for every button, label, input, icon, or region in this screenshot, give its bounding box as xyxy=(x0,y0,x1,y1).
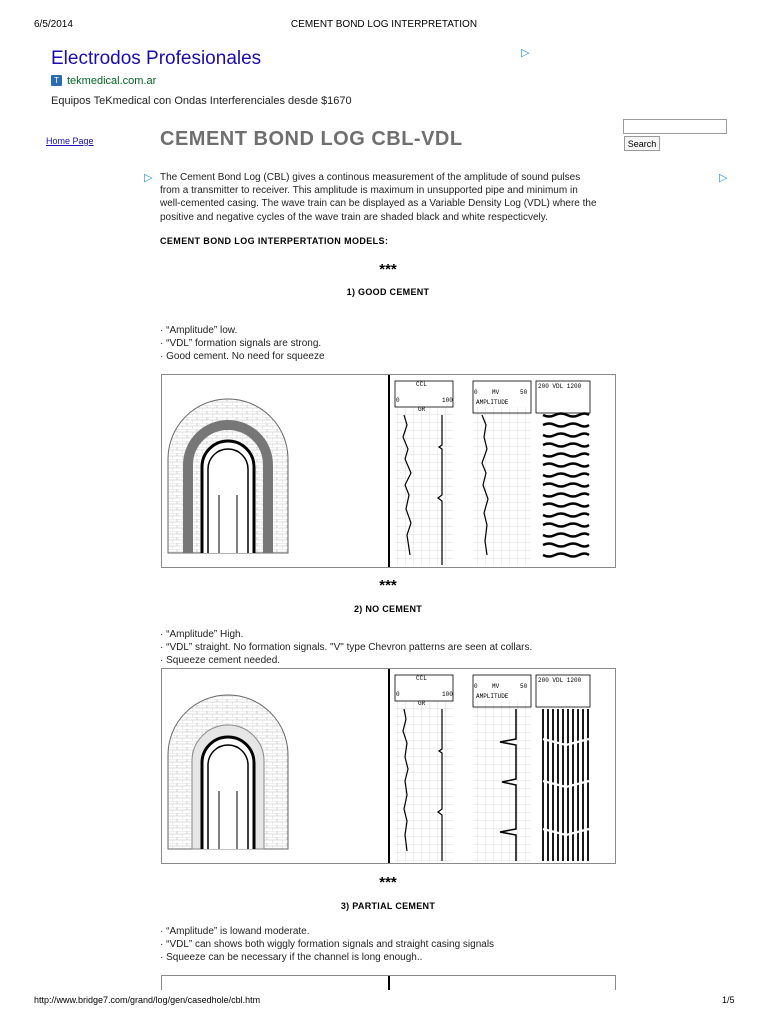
intro-paragraph: The Cement Bond Log (CBL) gives a continous measurement of the amplitude of sound pulses from a transmitter to receiver. This amplitude is maximum in unsupported pipe and minimum in well-cemented casing. The wave train can be displayed as a Variable Density Log (VDL) where the positive and negative cycles of the wave train are shaded black and white respecticvely. xyxy=(160,172,597,223)
no-cement-figure xyxy=(161,668,616,864)
print-title: CEMENT BOND LOG INTERPRETATION xyxy=(290,19,478,30)
separator: *** xyxy=(379,874,397,891)
model-bullet: · “VDL” can shows both wiggly formation signals and straight casing signals xyxy=(160,939,495,950)
mv-label: MV xyxy=(492,683,500,690)
model-bullet: · “VDL” formation signals are strong. xyxy=(160,338,322,349)
model-bullet: · Squeeze can be necessary if the channel is long enough.. xyxy=(160,952,423,963)
model-heading: 3) PARTIAL CEMENT xyxy=(340,901,436,911)
ccl-label: CCL xyxy=(416,675,427,682)
gr-scale-min: 0 xyxy=(396,397,400,404)
print-page-number: 1/5 xyxy=(722,995,735,1005)
mv-label: MV xyxy=(492,389,500,396)
vdl-label: 200 VDL 1200 xyxy=(538,677,582,684)
ccl-label: CCL xyxy=(416,381,427,388)
search-button[interactable]: Search xyxy=(624,136,660,151)
partial-cement-figure xyxy=(161,975,616,990)
home-page-link[interactable]: Home Page xyxy=(46,136,94,146)
adchoices-icon[interactable]: ▷ xyxy=(521,47,530,59)
search-input[interactable] xyxy=(623,119,727,134)
amplitude-label: AMPLITUDE xyxy=(476,399,509,406)
model-bullet: · “Amplitude” High. xyxy=(160,629,244,640)
ad-domain-link[interactable]: tekmedical.com.ar xyxy=(67,75,157,87)
gr-scale-max: 100 xyxy=(442,397,453,404)
separator: *** xyxy=(379,577,397,594)
ad-favicon-icon: T xyxy=(51,75,62,86)
mv-scale-max: 50 xyxy=(520,389,528,396)
model-bullet: · Squeeze cement needed. xyxy=(160,655,281,666)
mv-scale-min: 0 xyxy=(474,389,478,396)
mv-scale-max: 50 xyxy=(520,683,528,690)
adchoices-icon[interactable]: ▷ xyxy=(719,172,728,184)
model-heading: 2) NO CEMENT xyxy=(353,604,423,614)
gr-scale-max: 100 xyxy=(442,691,453,698)
gr-label: GR xyxy=(418,700,426,707)
adchoices-icon[interactable]: ▷ xyxy=(144,172,153,184)
section-heading: CEMENT BOND LOG INTERPERTATION MODELS: xyxy=(160,236,389,246)
page-title: CEMENT BOND LOG CBL-VDL xyxy=(160,128,463,150)
wellbore-cross-section-image xyxy=(162,669,388,863)
model-bullet: · Good cement. No need for squeeze xyxy=(160,351,325,362)
ad-description: Equipos TeKmedical con Ondas Interferenciales desde $1670 xyxy=(51,95,352,107)
gr-label: GR xyxy=(418,406,426,413)
model-heading: 1) GOOD CEMENT xyxy=(346,287,430,297)
mv-scale-min: 0 xyxy=(474,683,478,690)
vdl-label: 200 VDL 1200 xyxy=(538,383,582,390)
print-date: 6/5/2014 xyxy=(34,19,73,30)
amplitude-label: AMPLITUDE xyxy=(476,693,509,700)
model-bullet: · “VDL” straight. No formation signals. "V" type Chevron patterns are seen at collars. xyxy=(160,642,533,653)
model-bullet: · “Amplitude” is lowand moderate. xyxy=(160,926,310,937)
separator: *** xyxy=(379,261,397,278)
good-cement-figure xyxy=(161,374,616,568)
ad-title-link[interactable]: Electrodos Profesionales xyxy=(51,48,262,69)
model-bullet: · “Amplitude” low. xyxy=(160,325,238,336)
print-url: http://www.bridge7.com/grand/log/gen/casedhole/cbl.htm xyxy=(34,995,261,1005)
wellbore-cross-section-image xyxy=(162,375,388,567)
gr-scale-min: 0 xyxy=(396,691,400,698)
